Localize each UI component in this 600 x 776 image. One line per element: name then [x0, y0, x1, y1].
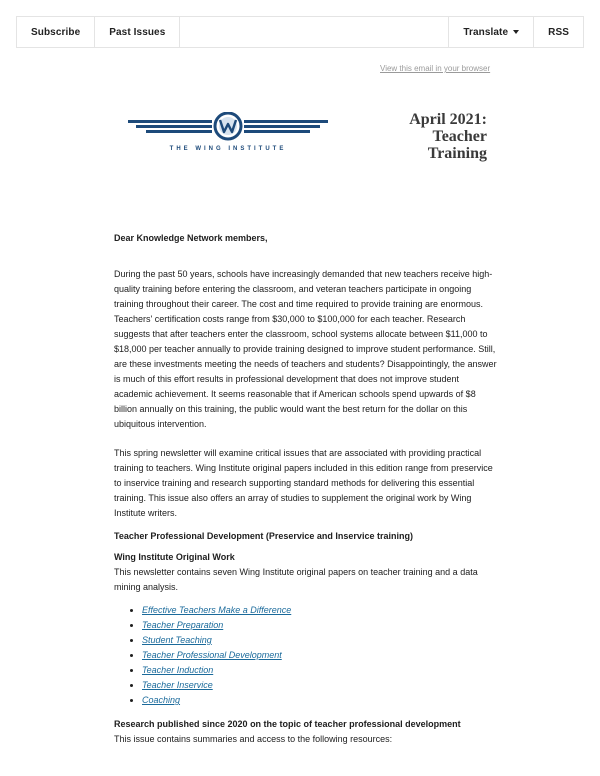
papers-list [114, 603, 500, 708]
paper-link[interactable]: Teacher Inservice [142, 680, 213, 690]
paper-link[interactable]: Teacher Induction [142, 665, 214, 675]
top-nav-bar [16, 16, 584, 48]
subscribe-link[interactable]: Subscribe [17, 17, 95, 47]
paper-link[interactable]: Student Teaching [142, 635, 212, 645]
view-in-browser-link[interactable]: View this email in your browser [380, 64, 491, 73]
sub-text: This newsletter contains seven Wing Institute original papers on teacher training and a data mining analysis. [114, 567, 478, 592]
past-issues-link[interactable]: Past Issues [95, 17, 180, 47]
issue-title [347, 111, 487, 162]
section-heading: Teacher Professional Development (Preservice and Inservice training) [114, 531, 413, 541]
chevron-down-icon [513, 30, 519, 34]
sub-heading: Wing Institute Original Work [114, 552, 235, 562]
issue-title-line3: Training [427, 145, 487, 162]
logo-text: THE WING INSTITUTE [169, 146, 287, 152]
research-text: This issue contains summaries and access to the following resources: [114, 734, 393, 744]
research-heading: Research published since 2020 on the topic of teacher professional development [114, 719, 461, 729]
list-item [142, 603, 500, 618]
paper-link[interactable]: Teacher Preparation [142, 620, 224, 630]
newsletter-body [114, 231, 500, 747]
list-item [142, 648, 500, 663]
issue-title-line2: Teacher [432, 128, 487, 145]
list-item [142, 663, 500, 678]
intro-paragraph: During the past 50 years, schools have increasingly demanded that new teachers receive high-quality training before entering the classroom, and veteran teachers participate in ongoing training throughout their career. The cost and time required to provide training are enormous. Teachers' certification costs range from $30,000 to $100,000 for each teacher. Research suggests that after teachers enter the classroom, school systems allocate between $11,000 to $18,000 per teacher annually to provide training designed to improve student performance. Still, are these investments meeting the needs of teachers and students? Disappointingly, the answer is much of this effort results in professional development that does not improve student academic achievement. It seems reasonable that if American schools spend upwards of $8 billion annually on this training, the public would want the best return for the dollar on this ubiquitous intervention. [114, 269, 497, 429]
nav-spacer [180, 17, 449, 47]
list-item [142, 693, 500, 708]
translate-dropdown[interactable] [449, 17, 534, 47]
rss-link[interactable]: RSS [548, 26, 569, 38]
paper-link[interactable]: Coaching [142, 695, 181, 705]
list-item [142, 678, 500, 693]
issue-title-line1: April 2021: [409, 111, 487, 128]
newsletter-overview-paragraph: This spring newsletter will examine critical issues that are associated with providing practical training to teachers. Wing Institute original papers included in this edition range from preservice to inservice training and research supporting standard methods for delivering this essential training. This issue also offers an array of studies to supplement the original work by Wing Institute writers. [114, 448, 493, 518]
list-item [142, 618, 500, 633]
greeting: Dear Knowledge Network members, [114, 233, 268, 243]
paper-link[interactable]: Teacher Professional Development [142, 650, 282, 660]
paper-link[interactable]: Effective Teachers Make a Difference [142, 605, 292, 615]
list-item [142, 633, 500, 648]
translate-label: Translate [463, 26, 509, 38]
